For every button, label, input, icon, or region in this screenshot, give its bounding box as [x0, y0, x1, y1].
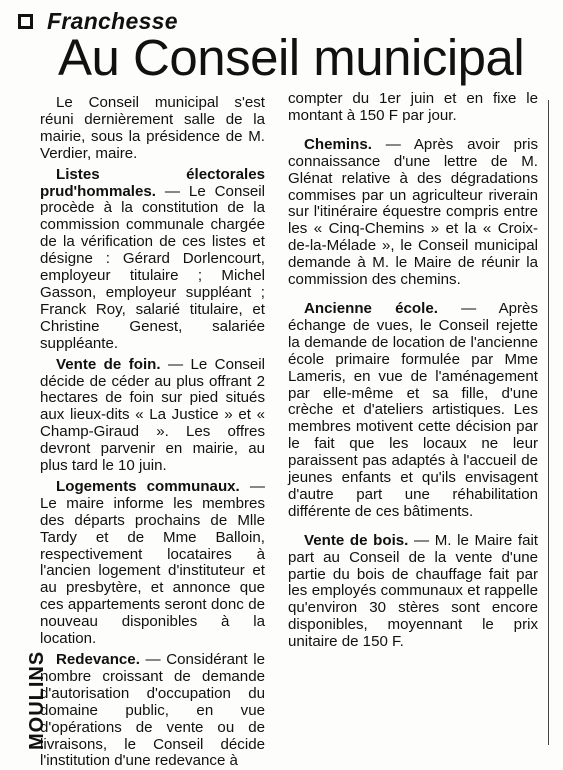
section-text: — Le Conseil décide de céder au plus offrant 2 hectares de foin sur pied situés aux lieux-dits « La Justice » et « Champ-Giraud ». Les offres devront parvenir en mairie, au plus tard le 10 juin. — [40, 355, 266, 475]
intro-paragraph: Le Conseil municipal s'est réuni dernièrement salle de la mairie, sous la présidence de M. Verdier, maire. — [40, 94, 265, 162]
section-text: — Le maire informe les membres des départs prochains de Mlle Tardy et de Mme Balloin, respectivement locataires à l'ancien logement d'instituteur et au presbytère, et annonce que ces appartements seront donc de nouveau disponibles à la location. — [40, 477, 265, 648]
section-logements — [40, 479, 265, 648]
section-ecole — [288, 301, 538, 521]
article-column-2 — [288, 91, 538, 651]
section-redevance — [40, 652, 265, 770]
edition-label: MOULINS — [26, 650, 48, 750]
section-heading: Listes électorales prud'hommales. — [40, 165, 265, 200]
section-chemins — [288, 137, 538, 289]
section-text: — Considérant le nombre croissant de demande d'autorisation d'occupation du domaine public, en vue d'opérations de vente ou de livraisons, le Conseil décide l'institution d'une redevance à — [40, 651, 265, 770]
section-heading: Chemins. — [304, 135, 372, 153]
section-heading: Ancienne école. — [304, 299, 438, 317]
section-text: — M. le Maire fait part au Conseil de la vente d'une partie du bois de chauffage fait par les employés communaux et rappelle qu'environ 30 stères sont encore disponibles, moyennant le prix unitaire de 150 F. — [288, 531, 539, 651]
rubric-label: Franchesse — [47, 7, 178, 34]
section-text: — Le Conseil procède à la constitution de la commission communale chargée de la vérification de ces listes et désigne : Gérard Dorlencourt, employeur titulaire ; Michel Gasson, employeur suppléant ; Franck Roy, salarié titulaire, et Christine Genest, salariée suppléante. — [40, 182, 265, 352]
article-headline: Au Conseil municipal — [58, 29, 525, 86]
section-heading: Vente de foin. — [56, 355, 161, 373]
section-heading: Redevance. — [56, 651, 140, 668]
redevance-continuation: compter du 1er juin et en fixe le montant à 150 F par jour. — [288, 90, 538, 124]
section-heading: Logements communaux. — [56, 477, 240, 495]
section-heading: Vente de bois. — [304, 531, 409, 549]
section-foin — [40, 357, 265, 475]
section-text: — Après avoir pris connaissance d'une lettre de M. Glénat relative à des dégradations commises par un agriculteur riverain sur l'itinéraire équestre compris entre les « Cinq-Chemins » et la « Croix-de-la-Mélade », le Conseil municipal demande à M. le Maire de réunir la commission des chemins. — [288, 135, 538, 289]
section-bois — [288, 533, 538, 651]
square-bullet-icon — [18, 14, 33, 29]
column-divider — [548, 100, 549, 745]
section-listes — [40, 167, 265, 353]
section-text: — Après échange de vues, le Conseil rejette la demande de location de l'ancienne école primaire formulée par Mme Lameris, en vue de l'aménagement par elle-même et sa fille, d'une crèche et d'ateliers artistiques. Les membres motivent cette décision par le fait que les locaux ne leur paraissent pas adaptés à l'accueil de jeunes enfants et qu'ils envisagent d'autre part une réhabilitation différente de ces bâtiments. — [288, 299, 538, 520]
article-column-1 — [40, 95, 265, 770]
